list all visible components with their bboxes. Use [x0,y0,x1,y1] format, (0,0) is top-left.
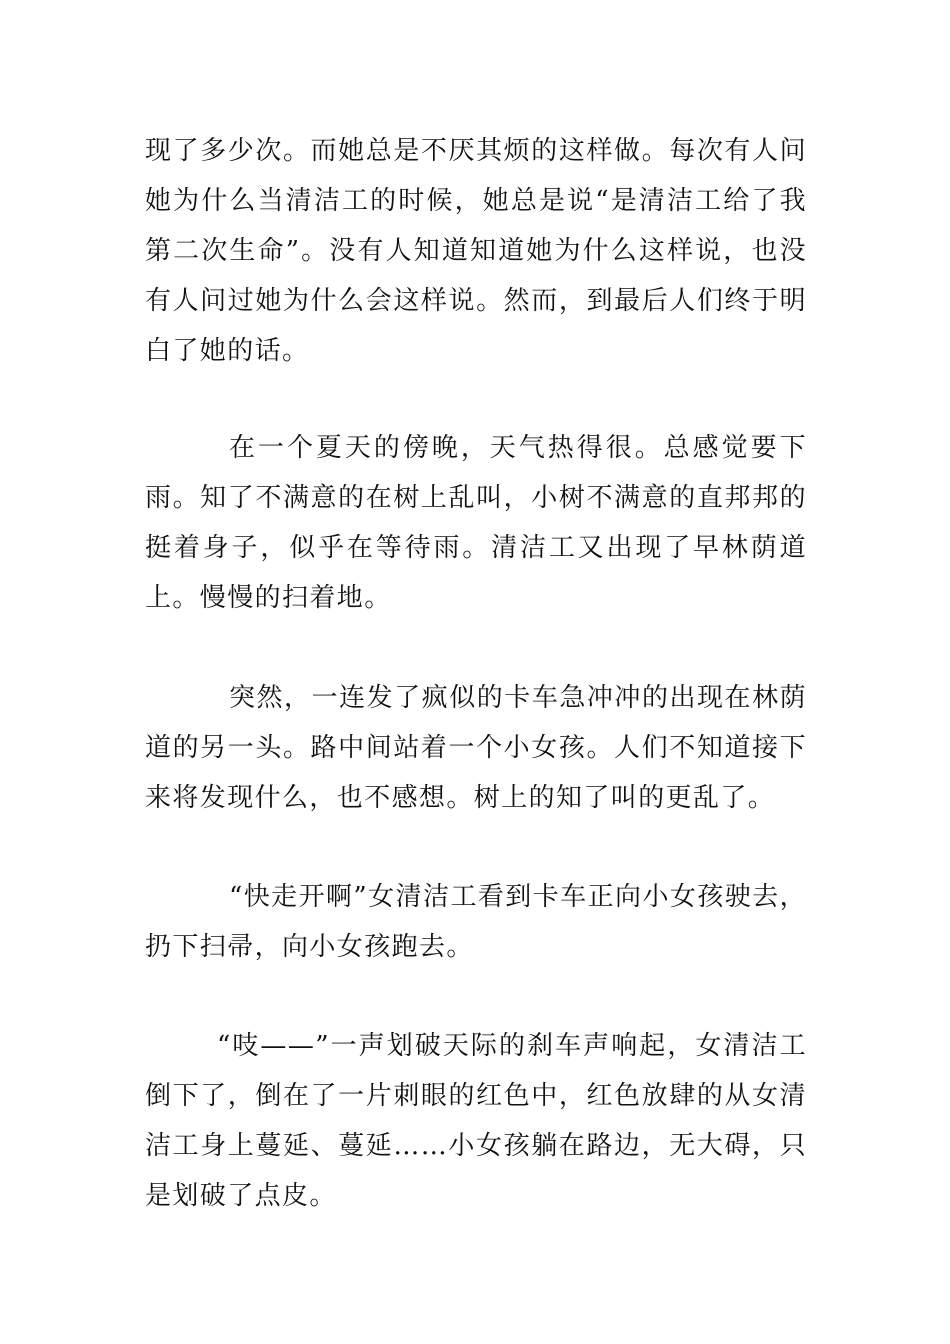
paragraph-2: 在一个夏天的傍晚，天气热得很。总感觉要下雨。知了不满意的在树上乱叫，小树不满意的直邦邦的挺着身子，似乎在等待雨。清洁工又出现了早林荫道上。慢慢的扫着地。 [145,433,807,613]
paragraph-3: 突然，一连发了疯似的卡车急冲冲的出现在林荫道的另一头。路中间站着一个小女孩。人们不知道接下来将发现什么，也不感想。树上的知了叫的更乱了。 [145,683,807,813]
paragraph-1: 现了多少次。而她总是不厌其烦的这样做。每次有人问她为什么当清洁工的时候，她总是说“是清洁工给了我第二次生命”。没有人知道知道她为什么这样说，也没有人问过她为什么会这样说。然而，到最后人们终于明白了她的话。 [145,136,807,366]
paragraph-5: “吱——”一声划破天际的刹车声响起，女清洁工倒下了，倒在了一片刺眼的红色中，红色放肆的从女清洁工身上蔓延、蔓延……小女孩躺在路边，无大碍，只是划破了点皮。 [145,1031,807,1211]
paragraph-4: “快走开啊”女清洁工看到卡车正向小女孩驶去，扔下扫帚，向小女孩跑去。 [145,882,807,962]
